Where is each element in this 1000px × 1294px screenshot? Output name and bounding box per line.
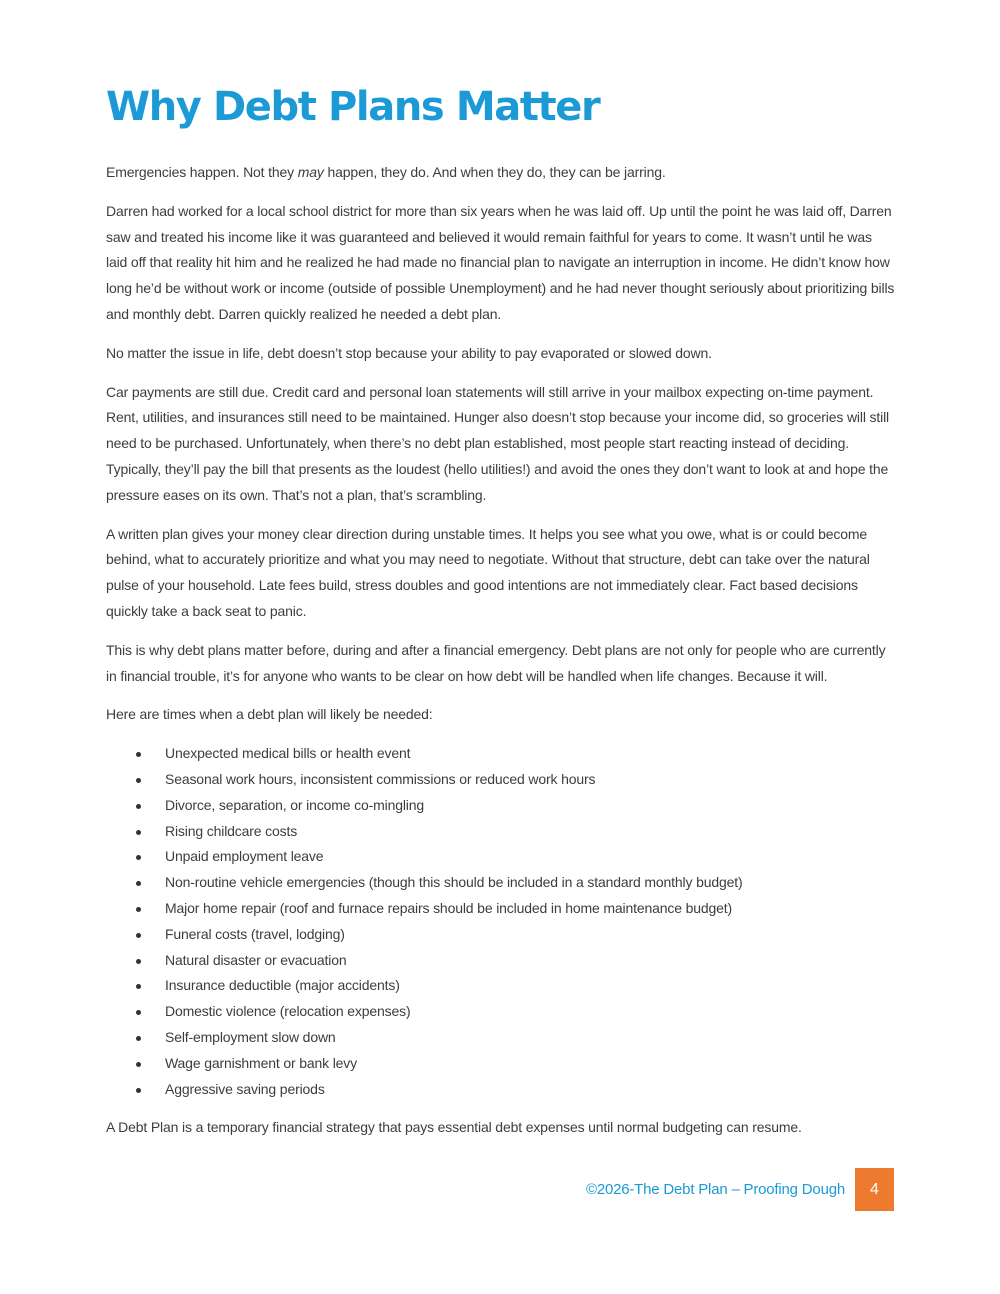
list-item: Self-employment slow down (136, 1025, 896, 1051)
list-item: Natural disaster or evacuation (136, 948, 896, 974)
paragraph-why-plans-matter: This is why debt plans matter before, during and after a financial emergency. Debt plans are not only for people who are currently in financial trouble, it’s for anyone who wants to be clear on how debt will be handled when life changes. Because it will. (106, 641, 886, 684)
paragraph-written-plan: A written plan gives your money clear direction during unstable times. It helps you see what you owe, what is or could become behind, what to accurately prioritize and what you may need to negotiate. Without that structure, debt can take over the natural pulse of your household. Late fees build, stress doubles and good intentions are not immediately clear. Fact based decisions quickly take a back seat to panic. (106, 525, 870, 619)
intro-text-start: Emergencies happen. Not they (106, 164, 298, 180)
intro-paragraph (106, 160, 896, 186)
list-item: Major home repair (roof and furnace repairs should be included in home maintenance budget) (136, 896, 896, 922)
list-item: Non-routine vehicle emergencies (though this should be included in a standard monthly budget) (136, 870, 896, 896)
list-item: Seasonal work hours, inconsistent commissions or reduced work hours (136, 767, 896, 793)
situations-list (106, 741, 896, 1102)
list-item: Wage garnishment or bank levy (136, 1051, 896, 1077)
closing-paragraph: A Debt Plan is a temporary financial strategy that pays essential debt expenses until normal budgeting can resume. (106, 1119, 802, 1136)
paragraph-debt-doesnt-stop: No matter the issue in life, debt doesn’t stop because your ability to pay evaporated or slowed down. (106, 344, 712, 361)
list-item: Domestic violence (relocation expenses) (136, 999, 896, 1025)
intro-emphasis: may (297, 164, 324, 180)
paragraph-list-intro: Here are times when a debt plan will likely be needed: (106, 706, 433, 723)
paragraph-darren-story: Darren had worked for a local school district for more than six years when he was laid off. Up until the point he was laid off, Darren saw and treated his income like it was guaranteed and believed it would remain faithful for years to come. It wasn’t until he was laid off that reality hit him and he realized he had made no financial plan to navigate an interruption in income. He didn’t know how long he’d be without work or income (outside of possible Unemployment) and he had never thought seriously about prioritizing bills and monthly debt. Darren quickly realized he needed a debt plan. (106, 202, 895, 322)
page-footer (586, 1168, 894, 1211)
list-item: Aggressive saving periods (136, 1077, 896, 1103)
intro-text-end: happen, they do. And when they do, they can be jarring. (323, 164, 666, 180)
list-item: Divorce, separation, or income co-mingling (136, 793, 896, 819)
list-item: Insurance deductible (major accidents) (136, 973, 896, 999)
page-number-badge: 4 (855, 1168, 894, 1211)
list-item: Funeral costs (travel, lodging) (136, 922, 896, 948)
footer-copyright: ©2026-The Debt Plan – Proofing Dough (585, 1181, 845, 1198)
list-item: Rising childcare costs (136, 819, 896, 845)
list-item: Unpaid employment leave (136, 844, 896, 870)
document-body (106, 84, 896, 1154)
paragraph-payments-due: Car payments are still due. Credit card and personal loan statements will still arrive in your mailbox expecting on-time payment. Rent, utilities, and insurances still need to be maintained. Hunger also doesn’t stop because your income did, so groceries will still need to be purchased. Unfortunately, when there’s no debt plan established, most people start reacting instead of deciding. Typically, they’ll pay the bill that presents as the loudest (hello utilities!) and avoid the ones they don’t want to look at and hope the pressure eases on its own. That’s not a plan, that’s scrambling. (106, 383, 889, 503)
page-title: Why Debt Plans Matter (106, 84, 600, 130)
list-item: Unexpected medical bills or health event (136, 741, 896, 767)
